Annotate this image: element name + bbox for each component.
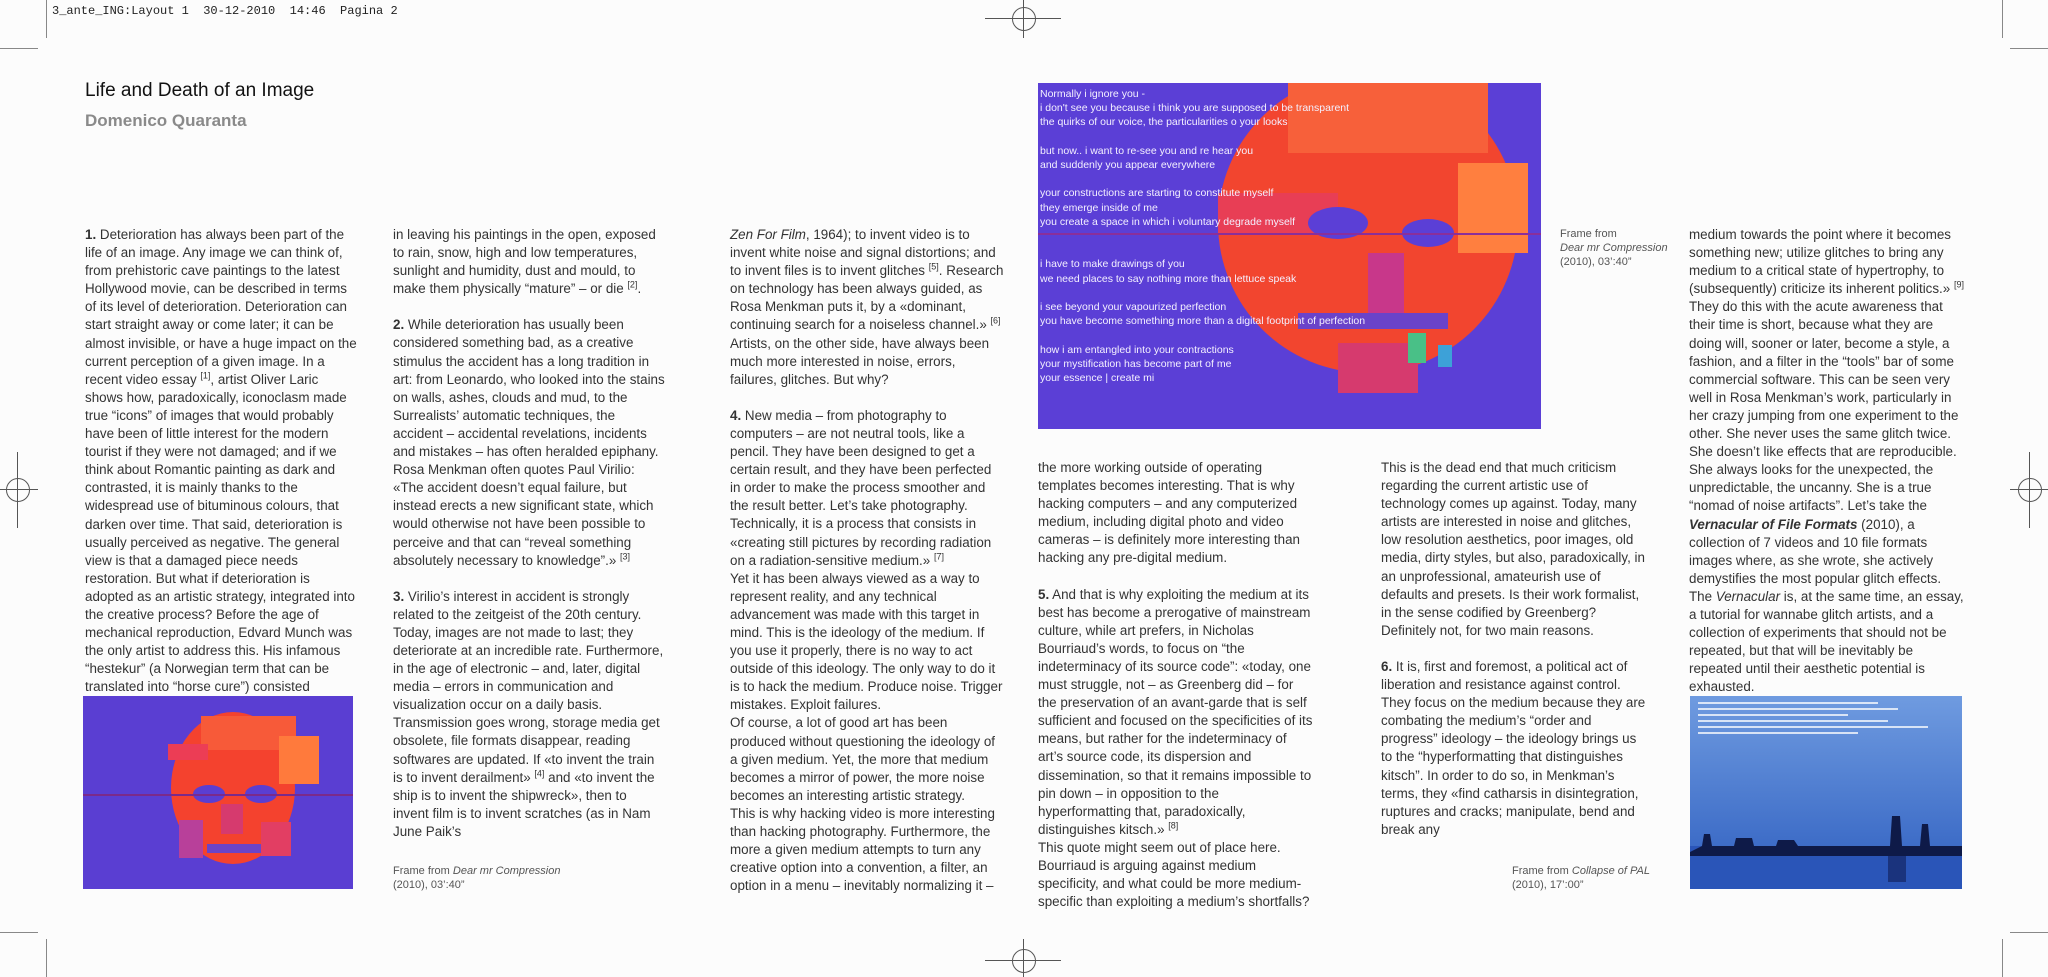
footnote-ref: [9] — [1953, 279, 1964, 290]
footnote-ref: [4] — [534, 768, 545, 779]
crop-mark — [2010, 48, 2048, 49]
glitch-video-frame — [1038, 83, 1541, 429]
footnote-ref: [1] — [200, 370, 211, 381]
footnote-ref: [6] — [990, 316, 1001, 326]
caption-face-image: Frame from Dear mr Compression (2010), 03’:40” — [393, 865, 561, 891]
text-column-6 — [1689, 226, 1965, 696]
glitch-face-image — [83, 696, 353, 889]
footnote-ref: [7] — [933, 551, 944, 562]
paragraph: in leaving his paintings in the open, exposed to rain, snow, high and low temperatures, sunlight and humidity, dust and mould, to make them physically “mature” – or die [2]. — [393, 227, 656, 297]
footnote-ref: [3] — [620, 551, 631, 562]
paragraph: This is the dead end that much criticism regarding the current artistic use of technology comes up against. Today, many artists are interested in noise and glitches, low resolution aesthetics, poor images, old media, dirty styles, but also, paradoxically, in an unprofessional, amateurish use of defaults and presets. Is their work formalist, in the sense codified by Greenberg? Definitely not, for two main reasons. — [1381, 460, 1645, 638]
article-title: Life and Death of an Image — [85, 80, 315, 101]
print-slug: 3_ante_ING:Layout 1 30-12-2010 14:46 Pagina 2 — [52, 4, 398, 18]
caption-video-frame: Frame from Dear mr Compression (2010), 03’:40” — [1560, 228, 1668, 268]
paragraph: Zen For Film, 1964); to invent video is to invent white noise and signal distortions; and to invent files is to invent glitches [5]. Research on technology has been always guided, as Rosa Menkman puts it, by a «dominant, continuing search for a noiseless channel.» [6] Artists, on the other side, have always been much more interested in noise, errors, failures, glitches. But why? — [730, 227, 1004, 387]
paragraph: This is why hacking video is more interesting than hacking photography. Furthermore, the more a given medium attempts to turn any creative option into a convention, a filter, an option in a menu – inevitably normalizing it – — [730, 805, 995, 894]
text-column-1 — [85, 226, 357, 696]
footnote-ref: [2] — [627, 279, 638, 290]
text-column-5 — [1381, 459, 1651, 839]
paragraph-2: 2. While deterioration has usually been considered something bad, as a creative stimulus the accident has a long tradition in art: from Leonardo, who looked into the stains on walls, ashes, clouds and mud, to the Surrealists’ automatic techniques, the accident – accidental revelations, incidents and mistakes – has often heralded epiphany. Rosa Menkman often quotes Paul Virilio: «The accident doesn’t equal failure, but instead erects a new significant state, which would otherwise not have been possible to perceive and that can “reveal something absolutely necessary to knowledge”.» [3] — [393, 317, 665, 568]
paragraph-5: 5. And that is why exploiting the medium at its best has become a prerogative of mainstream culture, while art prefers, in Nicholas Bourriaud’s words, to focus on “the indeterminacy of its source code”: «today, one must struggle, not – as Greenberg did – for the preservation of an avant-garde that is self sufficient and focused on the specificities of its means, but rather for the indeterminacy of art’s source code, its dispersion and dissemination, so that it remains impossible to pin down – in opposition to the hyperformatting that, paradoxically, distinguishes kitsch.» [8] — [1038, 586, 1313, 837]
paragraph: Yet it has been always viewed as a way to represent reality, and any technical advancement was made with this target in mind. This is the ideology of the medium. If you use it properly, there is no way to act outside of this ideology. The only way to do it is to hack the medium. Produce noise. Trigger mistakes. Exploit failures. — [730, 570, 1003, 713]
text-column-2 — [393, 226, 665, 841]
paragraph-3: 3. Virilio’s interest in accident is strongly related to the zeitgeist of the 20th century. Today, images are not made to last; they deteriorate at an incredible rate. Furthermore, in the age of electronic – and, later, digital media – errors in communication and visualization occur on a daily basis. Transmission goes wrong, storage media get obsolete, file formats disappear, reading softwares are updated. If «to invent the train is to invent derailment» [4] and «to invent the ship is to invent the shipwreck», then to invent film is to invent scratches (as in Nam June Paik’s — [393, 588, 664, 839]
paragraph: This quote might seem out of place here. Bourriaud is arguing against medium specificity, and what could be more medium-specific than exploiting a medium’s shortfalls? — [1038, 839, 1310, 910]
paragraph: the more working outside of operating templates becomes interesting. That is why hacking computers – and any computerized medium, including digital photo and video cameras – is definitely more interesting than hacking any pre-digital medium. — [1038, 460, 1300, 566]
text-column-3 — [730, 226, 1005, 895]
paragraph: medium towards the point where it becomes something new; utilize glitches to bring any medium to a critical state of hypertrophy, to (subsequently) criticize its inherent politics.» [9] They do this with the acute awareness that their time is short, because what they are doing will, sooner or later, become a style, a fashion, and a filter in the “tools” bar of some commercial software. This can be seen very well in Rosa Menkman’s work, particularly in her crazy jumping from one experiment to the other. She never uses the same glitch twice. She doesn’t like effects that are reproducible. She always looks for the unexpected, the unpredictable, the uncanny. She is a true “nomad of noise artifacts”. Let’s take the Vernacular of File Formats (2010), a collection of 7 videos and 10 file formats images where, as she wrote, she actively demystifies the most popular glitch effects. The Vernacular is, at the same time, an essay, a tutorial for wannabe glitch artists, and a collection of experiments that should not be repeated, but that will be inevitably be repeated until their aesthetic potential is exhausted. — [1689, 227, 1964, 695]
footnote-ref: [5] — [928, 261, 939, 272]
paragraph-4: 4. New media – from photography to computers – are not neutral tools, like a pencil. They have been designed to get a certain result, and they have been perfected in order to make the process smoother and the result better. Let’s take photography. Technically, it is a process that consists in «creating still pictures by recording radiation on a radiation-sensitive medium.» [7] — [730, 407, 992, 568]
paragraph-6: 6. It is, first and foremost, a political act of liberation and resistance against control. They focus on the medium because they are combating the medium’s “order and progress” ideology – the ideology brings us to the “hyperformatting that distinguishes kitsch”. In order to do so, in Menkman’s terms, they «find catharsis in disintegration, ruptures and cracks; manipulate, bend and break any — [1381, 658, 1646, 837]
video-overlay-text: Normally i ignore you - i don't see you because i think you are supposed to be transparent the quirks of our voice, the particularities o your looks but now.. i want to re-see you and re hear you and suddenly you appear everywhere your constructions are starting to constitute myself they emerge inside of me you create a space in which i voluntary degrade myself i have to make drawings of you we need places to say nothing more than lettuce speak i see beyond your vapourized perfection you have become something more than a digital footprint of perfection how i am entangled into your contractions your mystification has become part of me your essence | create mi — [1040, 88, 1366, 385]
collapse-of-pal-image — [1690, 696, 1962, 889]
crop-mark — [0, 48, 38, 49]
caption-collapse-of-pal: Frame from Collapse of PAL (2010), 17’:00” — [1512, 865, 1650, 891]
footnote-ref: [8] — [1168, 820, 1179, 831]
text-column-4 — [1038, 459, 1314, 911]
paragraph-1: 1. Deterioration has always been part of the life of an image. Any image we can think of, from prehistoric cave paintings to the latest Hollywood movie, can be described in terms of its level of deterioration. Deterioration can start straight away or come later; it can be almost invisible, or have a huge impact on the current perception of a given image. In a recent video essay [1], artist Oliver Laric shows how, paradoxically, iconoclasm made true “icons” of images that would probably have been of little interest for the modern tourist if they were not damaged; and if we think about Romantic painting as dark and contrasted, it is mainly thanks to the widespread use of bituminous colours, that darken over time. That said, deterioration is usually perceived as negative. The general view is that a damaged piece needs restoration. But what if deterioration is adopted as an artistic strategy, integrated into the creative process? Before the age of mechanical reproduction, Edvard Munch was the only artist to address this. His infamous “hestekur” (a Norwegian term that can be translated into “horse cure”) consisted — [85, 227, 357, 695]
article-author: Domenico Quaranta — [85, 111, 247, 130]
paragraph: Of course, a lot of good art has been produced without questioning the ideology of a given medium. Yet, the more that medium becomes a mirror of power, the more noise becomes an interesting artistic strategy. — [730, 715, 996, 803]
crop-mark — [2010, 932, 2048, 933]
crop-mark — [46, 0, 47, 38]
crop-mark — [0, 932, 38, 933]
crop-mark — [46, 939, 47, 977]
crop-mark — [2002, 0, 2003, 38]
crop-mark — [2002, 939, 2003, 977]
